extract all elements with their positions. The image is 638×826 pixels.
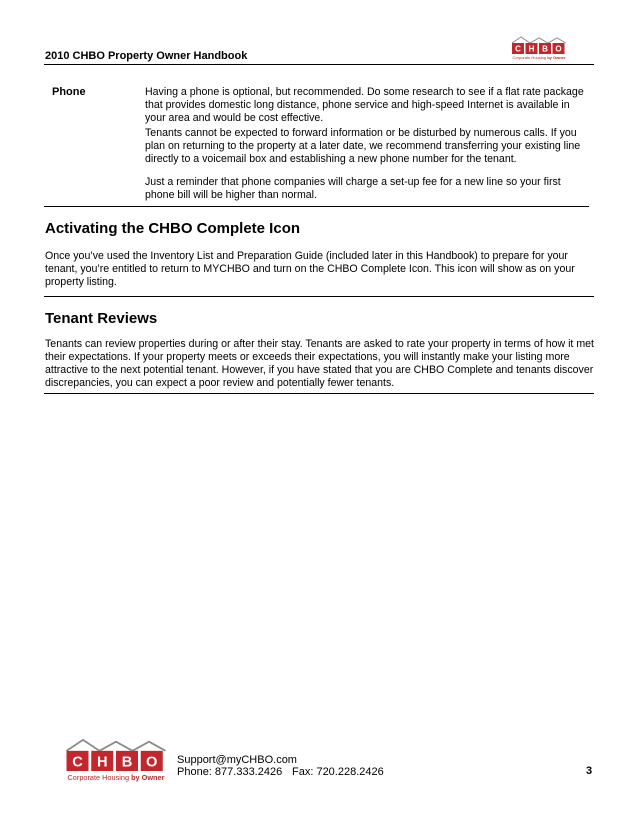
svg-text:Corporate Housing by Owner — [513, 55, 566, 60]
chbo-logo-footer — [62, 738, 170, 782]
logo-letter: H — [96, 754, 108, 771]
logo-tagline: Corporate Housing — [512, 55, 547, 60]
page-number: 3 — [586, 765, 593, 777]
logo-letter: O — [146, 754, 158, 771]
header-rule — [44, 64, 594, 65]
logo-tagline-bold: by Owner — [131, 773, 165, 782]
svg-text:Corporate Housing by Owner — [68, 773, 165, 782]
logo-letter: H — [528, 44, 535, 54]
logo-tagline-bold: by Owner — [547, 55, 566, 60]
logo-roof — [512, 37, 566, 43]
logo-letter: C — [72, 754, 83, 771]
phone-label: Phone — [52, 86, 86, 98]
logo-roof — [67, 740, 166, 751]
phone-paragraph: Having a phone is optional, but recommended. Do some research to see if a flat rate package that provides domestic long distance, phone service and high-speed Internet is available in your area and would be cost effective. — [145, 86, 584, 124]
logo-letter: B — [542, 44, 548, 54]
section-heading-reviews: Tenant Reviews — [45, 310, 158, 327]
reviews-body: Tenants can review properties during or after their stay. Tenants are asked to rate your property in terms of how it met their expectations. If your property meets or exceeds their expectations, you will instantly make your listing more attractive to the next potential tenant. However, if you have stated that you are CHBO Complete and tenants discover discrepancies, you can expect a poor review and potentially fewer tenants. — [45, 338, 594, 389]
logo-letter: O — [555, 44, 562, 54]
footer-email: Support@myCHBO.com — [177, 754, 297, 766]
footer-phone: Phone: 877.333.2426 — [177, 766, 283, 778]
phone-paragraph: Just a reminder that phone companies will charge a set-up fee for a new line so your first phone bill will be higher than normal. — [145, 176, 561, 201]
section-rule — [44, 296, 594, 297]
activating-body: Once you’ve used the Inventory List and Preparation Guide (included later in this Handbook) to prepare for your tenant, you’re entitled to return to MYCHBO and turn on the CHBO Complete Icon. This icon will show as on your property listing. — [45, 250, 575, 288]
section-rule — [44, 393, 594, 394]
logo-letter: B — [121, 754, 133, 771]
chbo-logo-header — [511, 36, 567, 60]
logo-tagline: Corporate Housing — [67, 773, 130, 782]
section-rule — [44, 206, 589, 207]
header-title: 2010 CHBO Property Owner Handbook — [45, 50, 248, 62]
phone-paragraph: Tenants cannot be expected to forward information or be disturbed by numerous calls. If you plan on returning to the property at a later date, we recommend transferring your existing line directly to a voicemail box and establishing a new phone number for the tenant. — [145, 127, 581, 165]
footer-fax: Fax: 720.228.2426 — [292, 766, 384, 778]
logo-letter: C — [515, 44, 521, 54]
section-heading-activating: Activating the CHBO Complete Icon — [45, 220, 301, 237]
